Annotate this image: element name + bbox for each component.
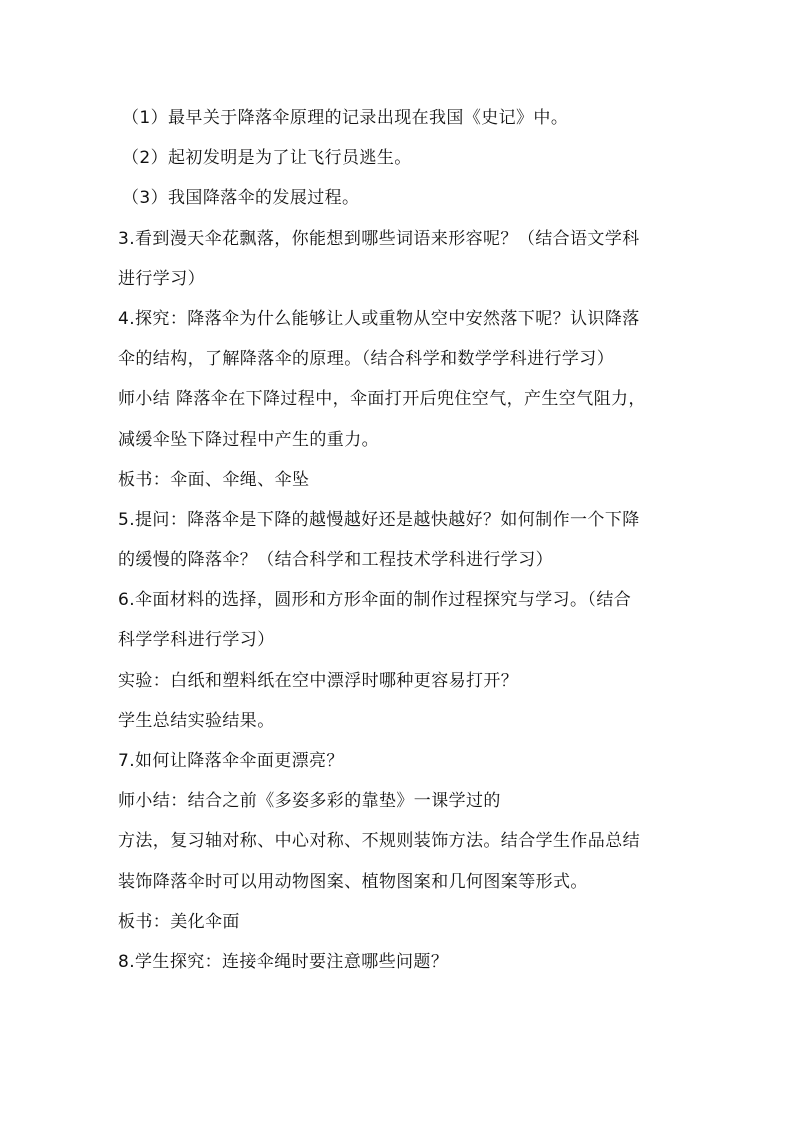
text-line-3: （3）我国降落伞的发展过程。	[122, 188, 360, 209]
text-line-17: 7.如何让降落伞伞面更漂亮？	[118, 751, 344, 771]
text-line-4: 3.看到漫天伞花飘落，你能想到哪些词语来形容呢？（结合语文学科	[118, 228, 640, 249]
text-line-8: 师小结 降落伞在下降过程中，伞面打开后兜住空气，产生空气阻力，	[118, 389, 646, 410]
text-line-5: 进行学习）	[118, 268, 205, 289]
text-line-21: 板书：美化伞面	[118, 911, 240, 932]
text-line-22: 8.学生探究：连接伞绳时要注意哪些问题？	[118, 951, 449, 972]
document-body	[118, 98, 683, 982]
text-line-7: 伞的结构，了解降落伞的原理。（结合科学和数学学科进行学习）	[118, 349, 615, 370]
text-line-19: 方法，复习轴对称、中心对称、不规则装饰方法。结合学生作品总结	[118, 831, 640, 852]
text-line-18: 师小结：结合之前《多姿多彩的靠垫》一课学过的	[118, 791, 501, 812]
text-line-15: 实验：白纸和塑料纸在空中漂浮时哪种更容易打开？	[118, 670, 519, 691]
text-line-14: 科学学科进行学习）	[118, 630, 275, 651]
text-line-12: 的缓慢的降落伞？（结合科学和工程技术学科进行学习）	[118, 550, 553, 571]
text-line-9: 减缓伞坠下降过程中产生的重力。	[118, 429, 379, 450]
text-line-20: 装饰降落伞时可以用动物图案、植物图案和几何图案等形式。	[118, 871, 588, 892]
text-line-13: 6.伞面材料的选择，圆形和方形伞面的制作过程探究与学习。（结合	[118, 590, 632, 611]
text-line-1: （1）最早关于降落伞原理的记录出现在我国《史记》中。	[122, 108, 569, 128]
text-line-6: 4.探究：降落伞为什么能够让人或重物从空中安然落下呢？认识降落	[118, 308, 640, 329]
text-line-10: 板书：伞面、伞绳、伞坠	[118, 469, 310, 490]
text-line-11: 5.提问：降落伞是下降的越慢越好还是越快越好？如何制作一个下降	[118, 509, 640, 530]
text-line-2: （2）起初发明是为了让飞行员逃生。	[122, 148, 412, 169]
text-line-16: 学生总结实验结果。	[118, 710, 275, 731]
